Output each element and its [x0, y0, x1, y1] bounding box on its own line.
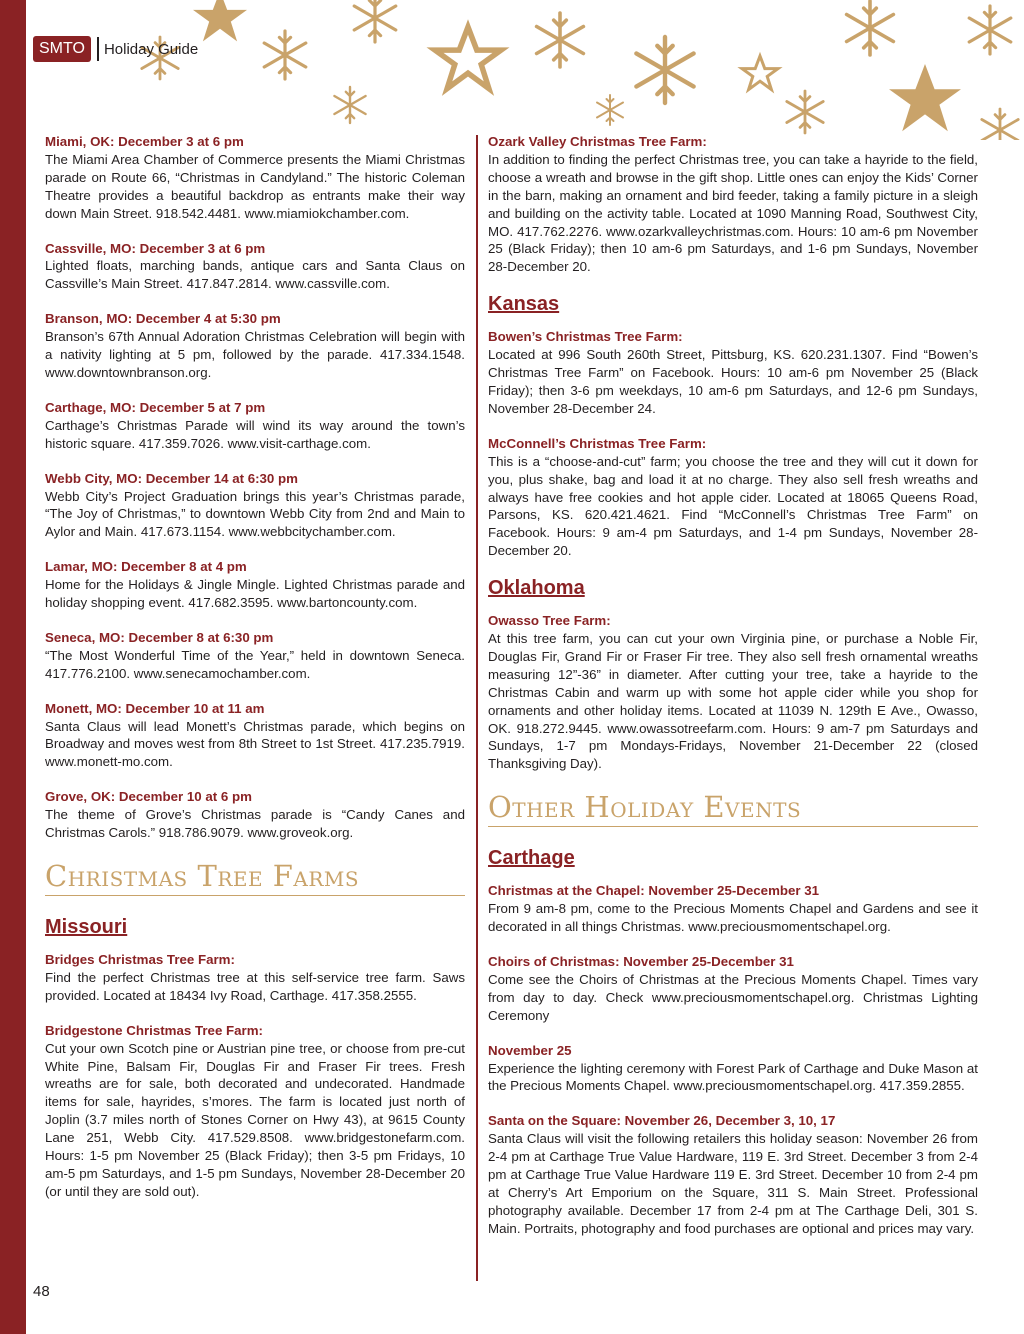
entry-body: Webb City’s Project Graduation brings this year’s Christmas parade, “The Joy of Christmas,” to downtown Webb City from 2nd and Main to Aylor and Main. 417.673.1154. www.webbcitychamber.com. [45, 488, 465, 540]
list-item [488, 612, 978, 773]
list-item [45, 629, 465, 683]
entry-body: The Miami Area Chamber of Commerce presents the Miami Christmas parade on Route 66, “Christmas in Candyland.” The historic Coleman Theatre provides a beautiful backdrop as entrants make their way down Main Street. 918.542.4481. www.miamiokchamber.com. [45, 151, 465, 221]
entry-title: Bowen’s Christmas Tree Farm: [488, 329, 683, 345]
entry-title: November 25 [488, 1042, 572, 1058]
snowflake-icon [847, 1, 894, 55]
right-column [488, 133, 978, 1255]
list-item [45, 240, 465, 294]
entry-title: Bridges Christmas Tree Farm: [45, 952, 235, 967]
entry-title: Webb City, MO: December 14 at 6:30 pm [45, 470, 298, 486]
farm-list [488, 612, 978, 773]
star-icon [742, 56, 778, 90]
star-icon [435, 27, 501, 89]
list-item [45, 700, 465, 772]
snowflake-icon [636, 37, 693, 103]
snowflake-icon [334, 87, 365, 123]
entry-body: Santa Claus will lead Monett’s Christmas parade, which begins on Broadway and moves west from 8th Street to 1st Street. 417.235.7919. www.monett-mo.com. [45, 718, 465, 770]
entry-title: Ozark Valley Christmas Tree Farm: [488, 134, 707, 149]
farm-list [45, 951, 465, 1201]
entry-title: Carthage, MO: December 5 at 7 pm [45, 399, 266, 415]
entry-body: This is a “choose-and-cut” farm; you choose the tree and they will cut it down for you, plus shake, bag and load it at no charge. They also sell fresh wreaths and always have free cookies and hot apple cider. Located at 18065 Queens Road, Parsons, KS. 620.421.4621. Find “McConnell’s Christmas Tree Farm” on Facebook. Hours: 9 am-4 pm Saturdays, and 1-4 pm Sundays, November 28-December 20. [488, 453, 978, 559]
list-item [45, 399, 465, 453]
entry-body: Carthage’s Christmas Parade will wind its way around the town’s historic square. 417.359.7026. www.visit-carthage.com. [45, 417, 465, 451]
region-heading: Oklahoma [488, 577, 585, 600]
page-spine [0, 0, 26, 1334]
entry-title: Grove, OK: December 10 at 6 pm [45, 789, 252, 805]
region-heading: Carthage [488, 847, 575, 870]
entry-body: Located at 996 South 260th Street, Pittsburg, KS. 620.231.1307. Find “Bowen’s Christmas Tree Farm” on Facebook. Hours: 10 am-6 pm November 25 (Black Friday); then 3-6 pm weekdays, 10 am-6 pm Saturdays, and 12-6 pm Sundays, November 28-December 24. [488, 347, 978, 416]
list-item [45, 951, 465, 1005]
snowflake-icon [354, 0, 396, 42]
list-item [488, 133, 978, 276]
entry-title: Christmas at the Chapel: November 25-December 31 [488, 883, 820, 899]
snowflake-icon [969, 6, 1011, 54]
entry-body: Santa Claus will visit the following retailers this holiday season: November 26 from 2-4 pm at Carthage True Value Hardware, 119 E. 3rd Street. December 3 from 2-4 pm at Carthage True Value Hardware 119 E. 3rd Street. December 10 from 2-4 pm at Cherry’s Art Emporium on the Square, 311 S. Main Street. Professional photography available. December 17 from 2-4 pm at The Carthage Deli, 301 S. Main. Portraits, photography and food purchases are optional and prices may vary. [488, 1131, 978, 1236]
entry-title: Choirs of Christmas: November 25-December 31 [488, 954, 794, 969]
star-icon [889, 64, 961, 131]
list-item [488, 435, 978, 560]
list-item [488, 328, 978, 418]
brand-badge: SMTO [33, 36, 91, 62]
snowflake-icon [264, 31, 306, 79]
event-list [488, 882, 978, 1237]
list-item [45, 470, 465, 542]
entry-body: Branson’s 67th Annual Adoration Christmas Celebration will begin with a nativity lighting at 5 pm, followed by the parade. 417.334.1548. www.downtownbranson.org. [45, 329, 465, 380]
snowflake-icon [537, 13, 584, 67]
region-heading: Missouri [45, 916, 128, 938]
section-title: Other Holiday Events [488, 790, 978, 827]
list-item [45, 558, 465, 612]
section-label: Holiday Guide [103, 40, 199, 58]
entry-body: “The Most Wonderful Time of the Year,” held in downtown Seneca. 417.776.2100. www.senecamochamber.com. [45, 647, 465, 681]
farm-list [488, 328, 978, 560]
list-item [45, 788, 465, 842]
section-title: Christmas Tree Farms [45, 859, 465, 896]
page-number: 48 [33, 1283, 50, 1300]
entry-title: Owasso Tree Farm: [488, 613, 611, 629]
list-item [488, 1042, 978, 1096]
list-item [45, 310, 465, 382]
entry-body: Experience the lighting ceremony with Forest Park of Carthage and Duke Mason at the Precious Moments Chapel. www.preciousmomentschapel.org. 417.359.2855. [488, 1060, 978, 1094]
list-item [488, 953, 978, 1025]
entry-title: Monett, MO: December 10 at 11 am [45, 700, 265, 716]
region-heading: Kansas [488, 293, 560, 316]
snowflake-star-decoration [0, 0, 1024, 140]
snowflake-icon [787, 91, 823, 133]
list-item [45, 133, 465, 223]
list-item [488, 882, 978, 936]
entry-body: In addition to finding the perfect Christmas tree, you can take a hayride to the field, choose a wreath and browse in the gift shop. Little ones can enjoy the Kids’ Corner in the barn, making an ornament and bird feeder, taking a family picture in a sleigh and building on the activity table. Located at 1090 Manning Road, Southwest City, MO. 417.762.2276. www.ozarkvalleychristmas.com. Hours: 10 am-6 pm November 25 (Black Friday); then 10 am-6 pm Saturdays, and 1-6 pm Sundays, November 28-December 20. [488, 151, 978, 275]
entry-body: The theme of Grove’s Christmas parade is “Candy Canes and Christmas Carols.” 918.786.9079. www.groveok.org. [45, 807, 465, 841]
list-item [488, 1112, 978, 1237]
entry-title: Miami, OK: December 3 at 6 pm [45, 134, 244, 149]
column-divider [476, 135, 478, 1281]
entry-title: Cassville, MO: December 3 at 6 pm [45, 240, 266, 256]
entry-body: Cut your own Scotch pine or Austrian pine tree, or choose from pre-cut White Pine, Balsam Fir, Douglas Fir and Fraser Fir trees. Fresh wreaths are for sale, both decorated and undecorated. Handmade items for sale, hayrides, s’mores. The farm is located just north of Joplin (3.7 miles north of Stones Corner on Hwy 43), at 9615 County Lane 251, Webb City. 417.529.8508. www.bridgestonefarm.com. Hours: 1-5 pm November 25 (Black Friday); then 3-5 pm Fridays, 10 am-5 pm Saturdays, and 1-5 pm Sundays, November 28-December 20 (or until they are sold out). [45, 1040, 465, 1199]
snowflake-icon [597, 95, 623, 125]
left-column [45, 133, 465, 1218]
entry-title: Santa on the Square: November 26, December 3, 10, 17 [488, 1113, 836, 1129]
entry-body: Home for the Holidays & Jingle Mingle. Lighted Christmas parade and holiday shopping event. 417.682.3595. www.bartoncounty.com. [45, 577, 465, 611]
star-icon [193, 0, 247, 41]
entry-body: Lighted floats, marching bands, antique cars and Santa Claus on Cassville’s Main Street. 417.847.2814. www.cassville.com. [45, 258, 465, 292]
entry-title: Branson, MO: December 4 at 5:30 pm [45, 311, 281, 327]
header-divider [97, 37, 99, 61]
entry-body: From 9 am-8 pm, come to the Precious Moments Chapel and Gardens and see it decorated in all things Christmas. www.preciousmomentschapel.org. [488, 901, 978, 935]
list-item [45, 1022, 465, 1201]
entry-body: Come see the Choirs of Christmas at the Precious Moments Chapel. Times vary from day to day. Check www.preciousmomentschapel.org. Christmas Lighting Ceremony [488, 971, 978, 1023]
header-tag [33, 36, 198, 62]
parade-list [45, 133, 465, 842]
entry-title: Lamar, MO: December 8 at 4 pm [45, 559, 247, 575]
snowflake-icon [982, 109, 1018, 140]
entry-title: McConnell’s Christmas Tree Farm: [488, 435, 707, 451]
entry-title: Bridgestone Christmas Tree Farm: [45, 1022, 263, 1038]
entry-body: Find the perfect Christmas tree at this self-service tree farm. Saws provided. Located at 18434 Ivy Road, Carthage. 417.358.2555. [45, 969, 465, 1003]
entry-body: At this tree farm, you can cut your own Virginia pine, or purchase a Noble Fir, Douglas Fir, Grand Fir or Fraser Fir tree. They also sell fresh ornamental wreaths measuring 12”-36” in diameter. After cutting your tree, take a hayride to the Christmas Cabin and warm up with some hot apple cider while you shop for ornaments and other holiday items. Located at 11039 N. 129th E Ave., Owasso, OK. 918.272.9445. www.owassotreefarm.com. Hours: 9 am-7 pm Saturdays and Sundays, 1-7 pm Mondays-Fridays, November 21-December 22 (closed Thanksgiving Day). [488, 631, 978, 772]
entry-title: Seneca, MO: December 8 at 6:30 pm [45, 629, 274, 645]
